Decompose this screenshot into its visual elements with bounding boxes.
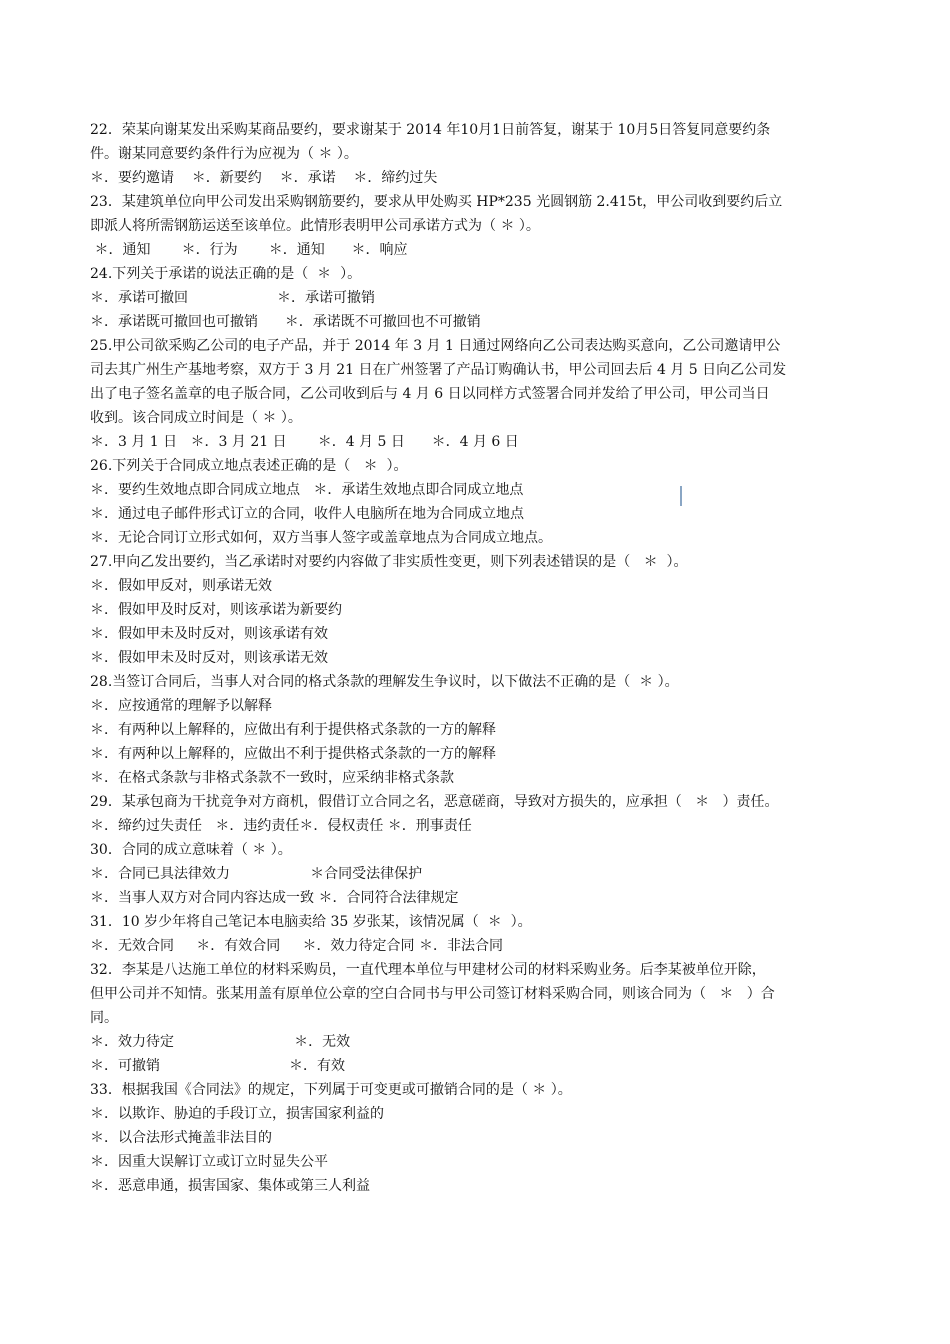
text-line: ＊．要约邀请 ＊．新要约 ＊．承诺 ＊．缔约过失 bbox=[90, 170, 438, 186]
text-line: ＊．应按通常的理解予以解释 bbox=[90, 698, 272, 714]
text-line: 25.甲公司欲采购乙公司的电子产品，并于 2014 年 3 月 1 日通过网络向乙公司表达购买意向，乙公司邀请甲公 bbox=[90, 338, 781, 354]
text-line: ＊．有两种以上解释的，应做出不利于提供格式条款的一方的解释 bbox=[90, 746, 496, 762]
text-line: 23．某建筑单位向甲公司发出采购钢筋要约，要求从甲处购买 HP*235 光圆钢筋 2.415t，甲公司收到要约后立 bbox=[90, 194, 783, 210]
text-line: 33．根据我国《合同法》的规定，下列属于可变更或可撤销合同的是（ ＊ ）。 bbox=[90, 1082, 572, 1098]
text-line: ＊．假如甲未及时反对，则该承诺无效 bbox=[90, 650, 328, 666]
text-line: 24.下列关于承诺的说法正确的是（ ＊ ）。 bbox=[90, 266, 362, 282]
text-line: ＊．承诺可撤回 ＊．承诺可撤销 bbox=[90, 290, 376, 306]
text-line: ＊．在格式条款与非格式条款不一致时，应采纳非格式条款 bbox=[90, 770, 454, 786]
text-line: 同。 bbox=[90, 1010, 118, 1026]
text-line: ＊．以欺诈、胁迫的手段订立，损害国家利益的 bbox=[90, 1106, 384, 1122]
text-line: ＊．承诺既可撤回也可撤销 ＊．承诺既不可撤回也不可撤销 bbox=[90, 314, 481, 330]
document-body bbox=[90, 118, 870, 1198]
text-line: ＊．合同已具法律效力 ＊合同受法律保护 bbox=[90, 866, 423, 882]
text-line: 31．10 岁少年将自己笔记本电脑卖给 35 岁张某，该情况属（ ＊ ）。 bbox=[90, 914, 532, 930]
text-line: 27.甲向乙发出要约，当乙承诺时对要约内容做了非实质性变更，则下列表述错误的是（ ＊ ）。 bbox=[90, 554, 688, 570]
text-line: ＊．恶意串通，损害国家、集体或第三人利益 bbox=[90, 1178, 370, 1194]
text-line: 收到。该合同成立时间是（ ＊ ）。 bbox=[90, 410, 302, 426]
text-line: ＊．无论合同订立形式如何，双方当事人签字或盖章地点为合同成立地点。 bbox=[90, 530, 552, 546]
text-line: 28.当签订合同后，当事人对合同的格式条款的理解发生争议时，以下做法不正确的是（ ＊ ）。 bbox=[90, 674, 679, 690]
text-line: 32．李某是八达施工单位的材料采购员，一直代理本单位与甲建材公司的材料采购业务。后李某被单位开除， bbox=[90, 962, 766, 978]
text-line: 26.下列关于合同成立地点表述正确的是（ ＊ ）。 bbox=[90, 458, 408, 474]
text-line: 22．荣某向谢某发出采购某商品要约，要求谢某于 2014 年10月1日前答复，谢某于 10月5日答复同意要约条 bbox=[90, 122, 771, 138]
text-line: 即派人将所需钢筋运送至该单位。此情形表明甲公司承诺方式为（ ＊ ）。 bbox=[90, 218, 540, 234]
text-line: ＊．假如甲反对，则承诺无效 bbox=[90, 578, 272, 594]
text-line: 件。谢某同意要约条件行为应视为（ ＊ ）。 bbox=[90, 146, 358, 162]
text-line: ＊．效力待定 ＊．无效 bbox=[90, 1034, 351, 1050]
text-line: ＊．通过电子邮件形式订立的合同，收件人电脑所在地为合同成立地点 bbox=[90, 506, 524, 522]
text-line: ＊．无效合同 ＊．有效合同 ＊．效力待定合同 ＊．非法合同 bbox=[90, 938, 503, 954]
text-line: ＊．以合法形式掩盖非法目的 bbox=[90, 1130, 272, 1146]
text-line: 30．合同的成立意味着（ ＊ ）。 bbox=[90, 842, 292, 858]
text-line: ＊．缔约过失责任 ＊．违约责任＊．侵权责任 ＊．刑事责任 bbox=[90, 818, 472, 834]
text-line: ＊．有两种以上解释的，应做出有利于提供格式条款的一方的解释 bbox=[90, 722, 496, 738]
text-line: ＊．通知 ＊．行为 ＊．通知 ＊．响应 bbox=[90, 242, 408, 258]
text-line: 司去其广州生产基地考察，双方于 3 月 21 日在广州签署了产品订购确认书，甲公司回去后 4 月 5 日向乙公司发 bbox=[90, 362, 787, 378]
text-line: ＊．3 月 1 日 ＊．3 月 21 日 ＊．4 月 5 日 ＊．4 月 6 日 bbox=[90, 434, 519, 450]
text-line: 但甲公司并不知情。张某用盖有原单位公章的空白合同书与甲公司签订材料采购合同，则该合同为（ ＊ ）合 bbox=[90, 986, 775, 1002]
text-line: ＊．假如甲未及时反对，则该承诺有效 bbox=[90, 626, 328, 642]
text-cursor-mark bbox=[680, 486, 682, 506]
text-line: ＊．可撤销 ＊．有效 bbox=[90, 1058, 346, 1074]
text-line: ＊．当事人双方对合同内容达成一致 ＊．合同符合法律规定 bbox=[90, 890, 459, 906]
text-line: ＊．要约生效地点即合同成立地点 ＊．承诺生效地点即合同成立地点 bbox=[90, 482, 524, 498]
text-line: 29．某承包商为干扰竞争对方商机，假借订立合同之名，恶意磋商，导致对方损失的，应承担（ ＊ ）责任。 bbox=[90, 794, 779, 810]
text-line: ＊．因重大误解订立或订立时显失公平 bbox=[90, 1154, 328, 1170]
text-line: ＊．假如甲及时反对，则该承诺为新要约 bbox=[90, 602, 342, 618]
text-line: 出了电子签名盖章的电子版合同，乙公司收到后与 4 月 6 日以同样方式签署合同并发给了甲公司，甲公司当日 bbox=[90, 386, 770, 402]
